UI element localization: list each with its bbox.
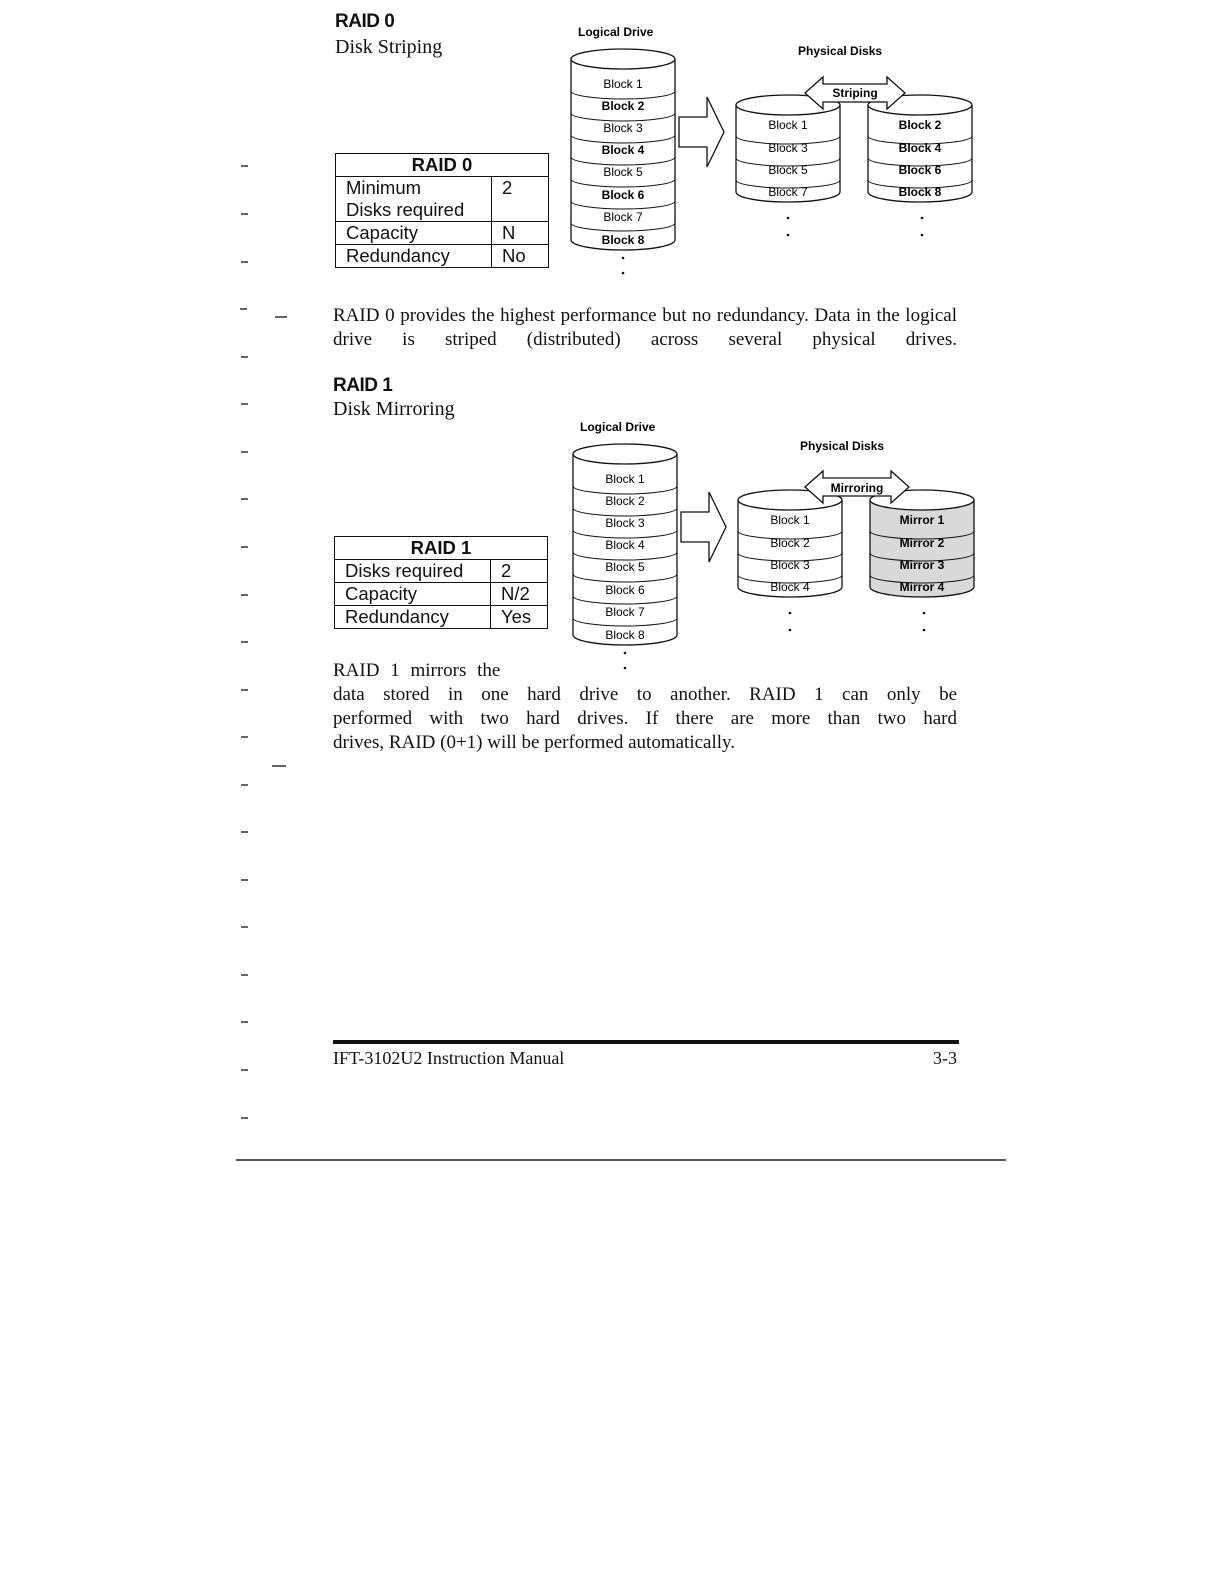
raid1-description: RAID 1 mirrors the data stored in one hard drive to another. RAID 1 can only be performed with two hard drives. If there are more than two hard drives, RAID (0+1) will be performed automatically. xyxy=(333,660,957,753)
raid1-logical-block: Block 1 xyxy=(605,472,645,486)
raid1-disk1-block: Block 4 xyxy=(770,580,810,594)
raid0-disk2-block: Block 6 xyxy=(898,163,942,177)
raid0-spec-table xyxy=(335,153,549,268)
raid1-disk2-block: Mirror 4 xyxy=(899,580,945,594)
raid0-table-header: RAID 0 xyxy=(336,154,549,177)
raid1-row-capacity-label: Capacity xyxy=(335,583,491,606)
raid1-physical-disks-label: Physical Disks xyxy=(800,439,885,453)
footer-manual-title: IFT-3102U2 Instruction Manual xyxy=(333,1048,565,1068)
raid0-arrow-icon xyxy=(679,97,724,167)
raid1-spec-table xyxy=(334,536,548,629)
raid0-disk1-cylinder xyxy=(736,95,840,236)
raid0-title: RAID 0 xyxy=(335,11,395,32)
raid0-row-capacity-value: N xyxy=(492,222,549,245)
raid1-diagram xyxy=(557,410,987,675)
raid0-logical-block: Block 5 xyxy=(603,165,643,179)
raid1-disk2-block: Mirror 3 xyxy=(899,558,945,572)
raid1-row-capacity-value: N/2 xyxy=(491,583,548,606)
raid0-diagram xyxy=(555,15,985,280)
raid0-disk1-block: Block 5 xyxy=(768,163,808,177)
raid1-logical-block: Block 5 xyxy=(605,560,645,574)
raid0-logical-cylinder xyxy=(571,49,675,274)
raid0-striping-label: Striping xyxy=(832,86,878,100)
raid0-row-capacity-label: Capacity xyxy=(336,222,492,245)
footer-rule xyxy=(333,1040,959,1044)
raid1-logical-block: Block 4 xyxy=(605,538,645,552)
raid1-arrow-icon xyxy=(681,492,726,562)
raid0-logical-block: Block 8 xyxy=(601,233,645,247)
raid0-logical-block: Block 7 xyxy=(603,210,643,224)
raid1-disk1-block: Block 3 xyxy=(770,558,810,572)
raid0-row-redundancy-label: Redundancy xyxy=(336,245,492,268)
raid0-disk1-block: Block 3 xyxy=(768,141,808,155)
raid0-row-redundancy-value: No xyxy=(492,245,549,268)
scan-edge-line xyxy=(236,1159,1006,1161)
raid1-logical-block: Block 8 xyxy=(605,628,645,642)
raid0-row-min-disks-label: Minimum Disks required xyxy=(336,177,492,222)
raid1-mirroring-label: Mirroring xyxy=(830,481,884,495)
footer-page-number: 3-3 xyxy=(933,1048,957,1068)
raid1-logical-block: Block 3 xyxy=(605,516,645,530)
raid0-disk1-block: Block 7 xyxy=(768,185,808,199)
raid0-disk2-cylinder xyxy=(868,95,972,236)
raid0-disk2-block: Block 2 xyxy=(898,118,942,132)
raid1-row-redundancy-value: Yes xyxy=(491,606,548,629)
raid1-logical-block: Block 6 xyxy=(605,583,645,597)
raid0-logical-block: Block 4 xyxy=(601,143,645,157)
raid0-logical-block: Block 2 xyxy=(601,99,645,113)
raid1-logical-block: Block 7 xyxy=(605,605,645,619)
raid1-disk2-block: Mirror 2 xyxy=(899,536,945,550)
raid0-disk1-block: Block 1 xyxy=(768,118,808,132)
raid1-row-disks-value: 2 xyxy=(491,560,548,583)
raid1-row-redundancy-label: Redundancy xyxy=(335,606,491,629)
raid0-logical-block: Block 1 xyxy=(603,77,643,91)
raid0-subtitle: Disk Striping xyxy=(335,36,443,58)
raid0-description: RAID 0 provides the highest performance but no redundancy. Data in the logical drive is striped (distributed) across several physical drives. xyxy=(333,305,957,350)
raid1-table-header: RAID 1 xyxy=(335,537,548,560)
raid0-disk2-block: Block 4 xyxy=(898,141,942,155)
raid0-row-min-disks-value: 2 xyxy=(492,177,549,222)
raid1-disk1-cylinder xyxy=(738,490,842,631)
raid1-row-disks-label: Disks required xyxy=(335,560,491,583)
raid1-logical-block: Block 2 xyxy=(605,494,645,508)
raid0-logical-block: Block 3 xyxy=(603,121,643,135)
raid1-logical-cylinder xyxy=(573,444,677,669)
raid0-logical-block: Block 6 xyxy=(601,188,645,202)
raid1-title: RAID 1 xyxy=(333,375,393,396)
raid1-logical-drive-label: Logical Drive xyxy=(580,420,656,434)
raid1-disk2-cylinder xyxy=(870,490,974,631)
raid1-disk2-block: Mirror 1 xyxy=(899,513,945,527)
raid0-logical-drive-label: Logical Drive xyxy=(578,25,654,39)
raid1-disk1-block: Block 2 xyxy=(770,536,810,550)
raid0-disk2-block: Block 8 xyxy=(898,185,942,199)
raid1-subtitle: Disk Mirroring xyxy=(333,398,455,420)
raid0-physical-disks-label: Physical Disks xyxy=(798,44,883,58)
raid1-disk1-block: Block 1 xyxy=(770,513,810,527)
